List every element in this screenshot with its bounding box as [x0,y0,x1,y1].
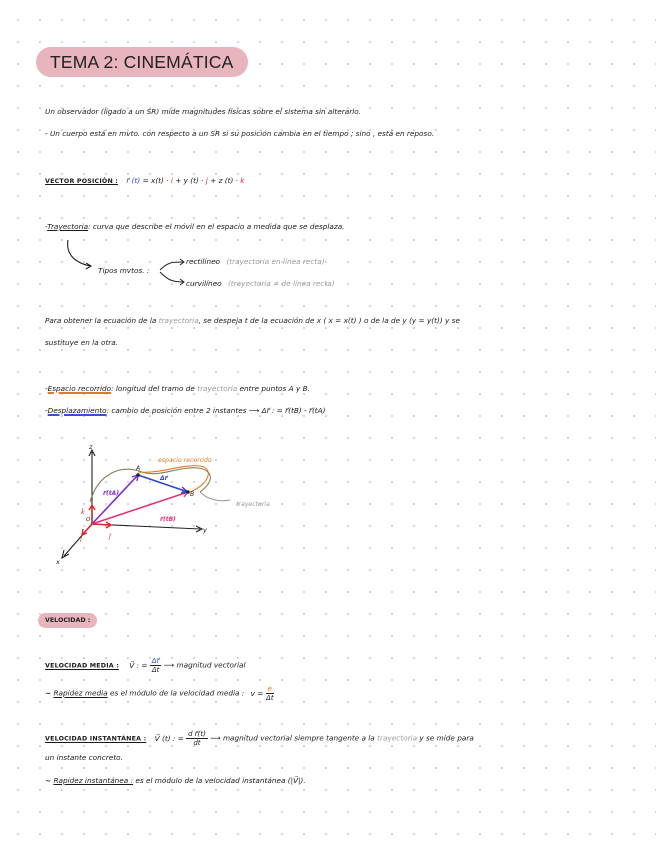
position-vector-symbol: r⃗ (t) [126,176,141,185]
instant-velocity-numerator: d r⃗(t) [188,730,206,738]
eq-x-term: = x(t) · [142,176,169,185]
x-axis-label: x [56,558,60,566]
unit-i-label: î [80,536,82,544]
average-velocity-numerator: Δr⃗ [151,657,160,665]
unit-k: k [240,176,245,185]
average-speed-text: es el módulo de la velocidad media : [109,688,245,698]
average-speed-fraction [266,685,274,702]
distance-trajectory-word: trayectoria [197,384,238,393]
average-velocity-label: VELOCIDAD MEDIA : [45,662,119,670]
unit-i: i [170,176,173,185]
rectilinear-type [186,257,325,267]
point-b-label: B [190,491,195,498]
trajectory-line: -Trayectoria: curva que describe el móvil en el espacio a medida que se desplaza. [45,222,345,231]
trajectory-curve-label: trayectoria [236,501,270,508]
unit-j: j [205,176,208,185]
equation-trajectory-word: trayectoria [158,316,199,325]
average-velocity-symbol: V⃗ : = [129,660,148,670]
instant-velocity-trajectory-word: trayectoria [377,733,418,743]
equation-text-1: Para obtener la ecuación de la [45,316,157,325]
velocity-section-heading: VELOCIDAD : [38,613,97,628]
trajectory-equation-line-1 [45,316,460,326]
average-velocity-fraction [150,657,162,674]
distance-text-2: entre puntos A y B. [239,384,310,393]
point-a-label: A [136,465,141,472]
average-velocity-note: ⟶ magnitud vectorial [163,660,246,670]
intro-line-2: - Un cuerpo está en mvto. con respecto a un SR si su posición cambia en el tiempo ; sino , está en reposo. [45,129,435,138]
instant-velocity-label: VELOCIDAD INSTANTÁNEA : [45,735,147,743]
displacement-label: Desplazamiento [47,406,107,415]
instant-velocity-line-2: un instante concreto. [45,753,123,762]
curvilinear-note: (trayectoria ≠ de línea recta) [227,279,335,288]
vector-position-label: VECTOR POSICIÓN : [45,178,119,185]
average-velocity-line [45,657,246,674]
rectilinear-label: rectilíneo [186,257,221,266]
distance-line: -Espacio recorrido: longitud del tramo de trayectoria entre puntos A y B. [45,384,310,393]
trajectory-types-arrows [60,236,190,288]
average-speed-symbol: v = [250,688,264,698]
instant-velocity-symbol: V⃗ (t) : = [154,733,184,743]
trajectory-definition: : curva que describe el móvil en el espacio a medida que se desplaza. [88,222,345,231]
average-velocity-denominator: Δt [151,666,160,674]
position-vector-b-label: r⃗(tB) [160,516,176,523]
kinematics-diagram [50,444,300,574]
unit-vector-i [83,524,92,534]
displacement-vector-label: Δr⃗ [160,475,168,482]
curvilinear-label: curvilíneo [186,279,222,288]
instant-velocity-note-2: y se mide para [419,733,474,743]
average-speed-numerator: e [267,685,272,693]
origin-label: O [86,517,91,523]
eq-y-term: + y (t) · [175,176,204,185]
page-title: TEMA 2: CINEMÁTICA [36,47,248,77]
average-speed-label: Rapidez media [53,688,108,698]
trajectory-equation-line-2: sustituye en la otra. [45,338,119,347]
average-speed-line: ~ Rapidez media es el módulo de la velocidad media : v = $\frac{e}{\Delta t}$ [45,685,274,702]
unit-j-label: ĵ [109,532,111,540]
distance-path-label: espacio recorrido [158,457,212,464]
distance-label: Espacio recorrido [47,384,112,393]
instant-velocity-denominator: dt [193,739,201,747]
motion-types-label: Tipos mvtos. : [98,266,150,275]
point-a [136,473,140,477]
vector-position-line [45,176,245,187]
y-axis-label: y [203,526,207,534]
unit-k-label: k̂ [81,508,85,516]
instant-velocity-fraction [186,730,208,747]
z-axis-label: z [89,444,93,451]
displacement-line: -Desplazamiento: cambio de posición entre 2 instantes ⟶ Δr⃗ : = r⃗(tB) - r⃗(tA) [45,406,326,415]
displacement-text: : cambio de posición entre 2 instantes ⟶ Δr⃗ : = r⃗(tB) - r⃗(tA) [106,406,326,415]
instant-velocity-line [45,730,474,747]
trajectory-label: Trayectoria [47,222,89,231]
average-speed-denominator: Δt [266,694,274,702]
unit-vector-j [92,524,110,525]
instant-speed-text: es el módulo de la velocidad instantánea (|V⃗|). [135,776,306,785]
eq-z-term: + z (t) · [210,176,238,185]
rectilinear-note: (trayectoria en línea recta) [226,257,325,266]
instant-speed-line: ~ Rapidez instantánea : es el módulo de la velocidad instantánea (|V⃗|). [45,776,306,785]
instant-speed-label: Rapidez instantánea : [53,776,134,785]
equation-text-2: , se despeja t de la ecuación de x ( x = x(t) ) o de la de y (y = y(t)) y se [198,316,460,325]
position-vector-a-label: r⃗(tA) [103,490,119,497]
instant-velocity-note-1: ⟶ magnitud vectorial siempre tangente a la [210,733,375,743]
distance-text-1: : longitud del tramo de [111,384,195,393]
intro-line-1: Un observador (ligado a un SR) mide magnitudes físicas sobre el sistema sin alterarlo. [45,107,362,116]
curvilinear-type [186,279,335,289]
